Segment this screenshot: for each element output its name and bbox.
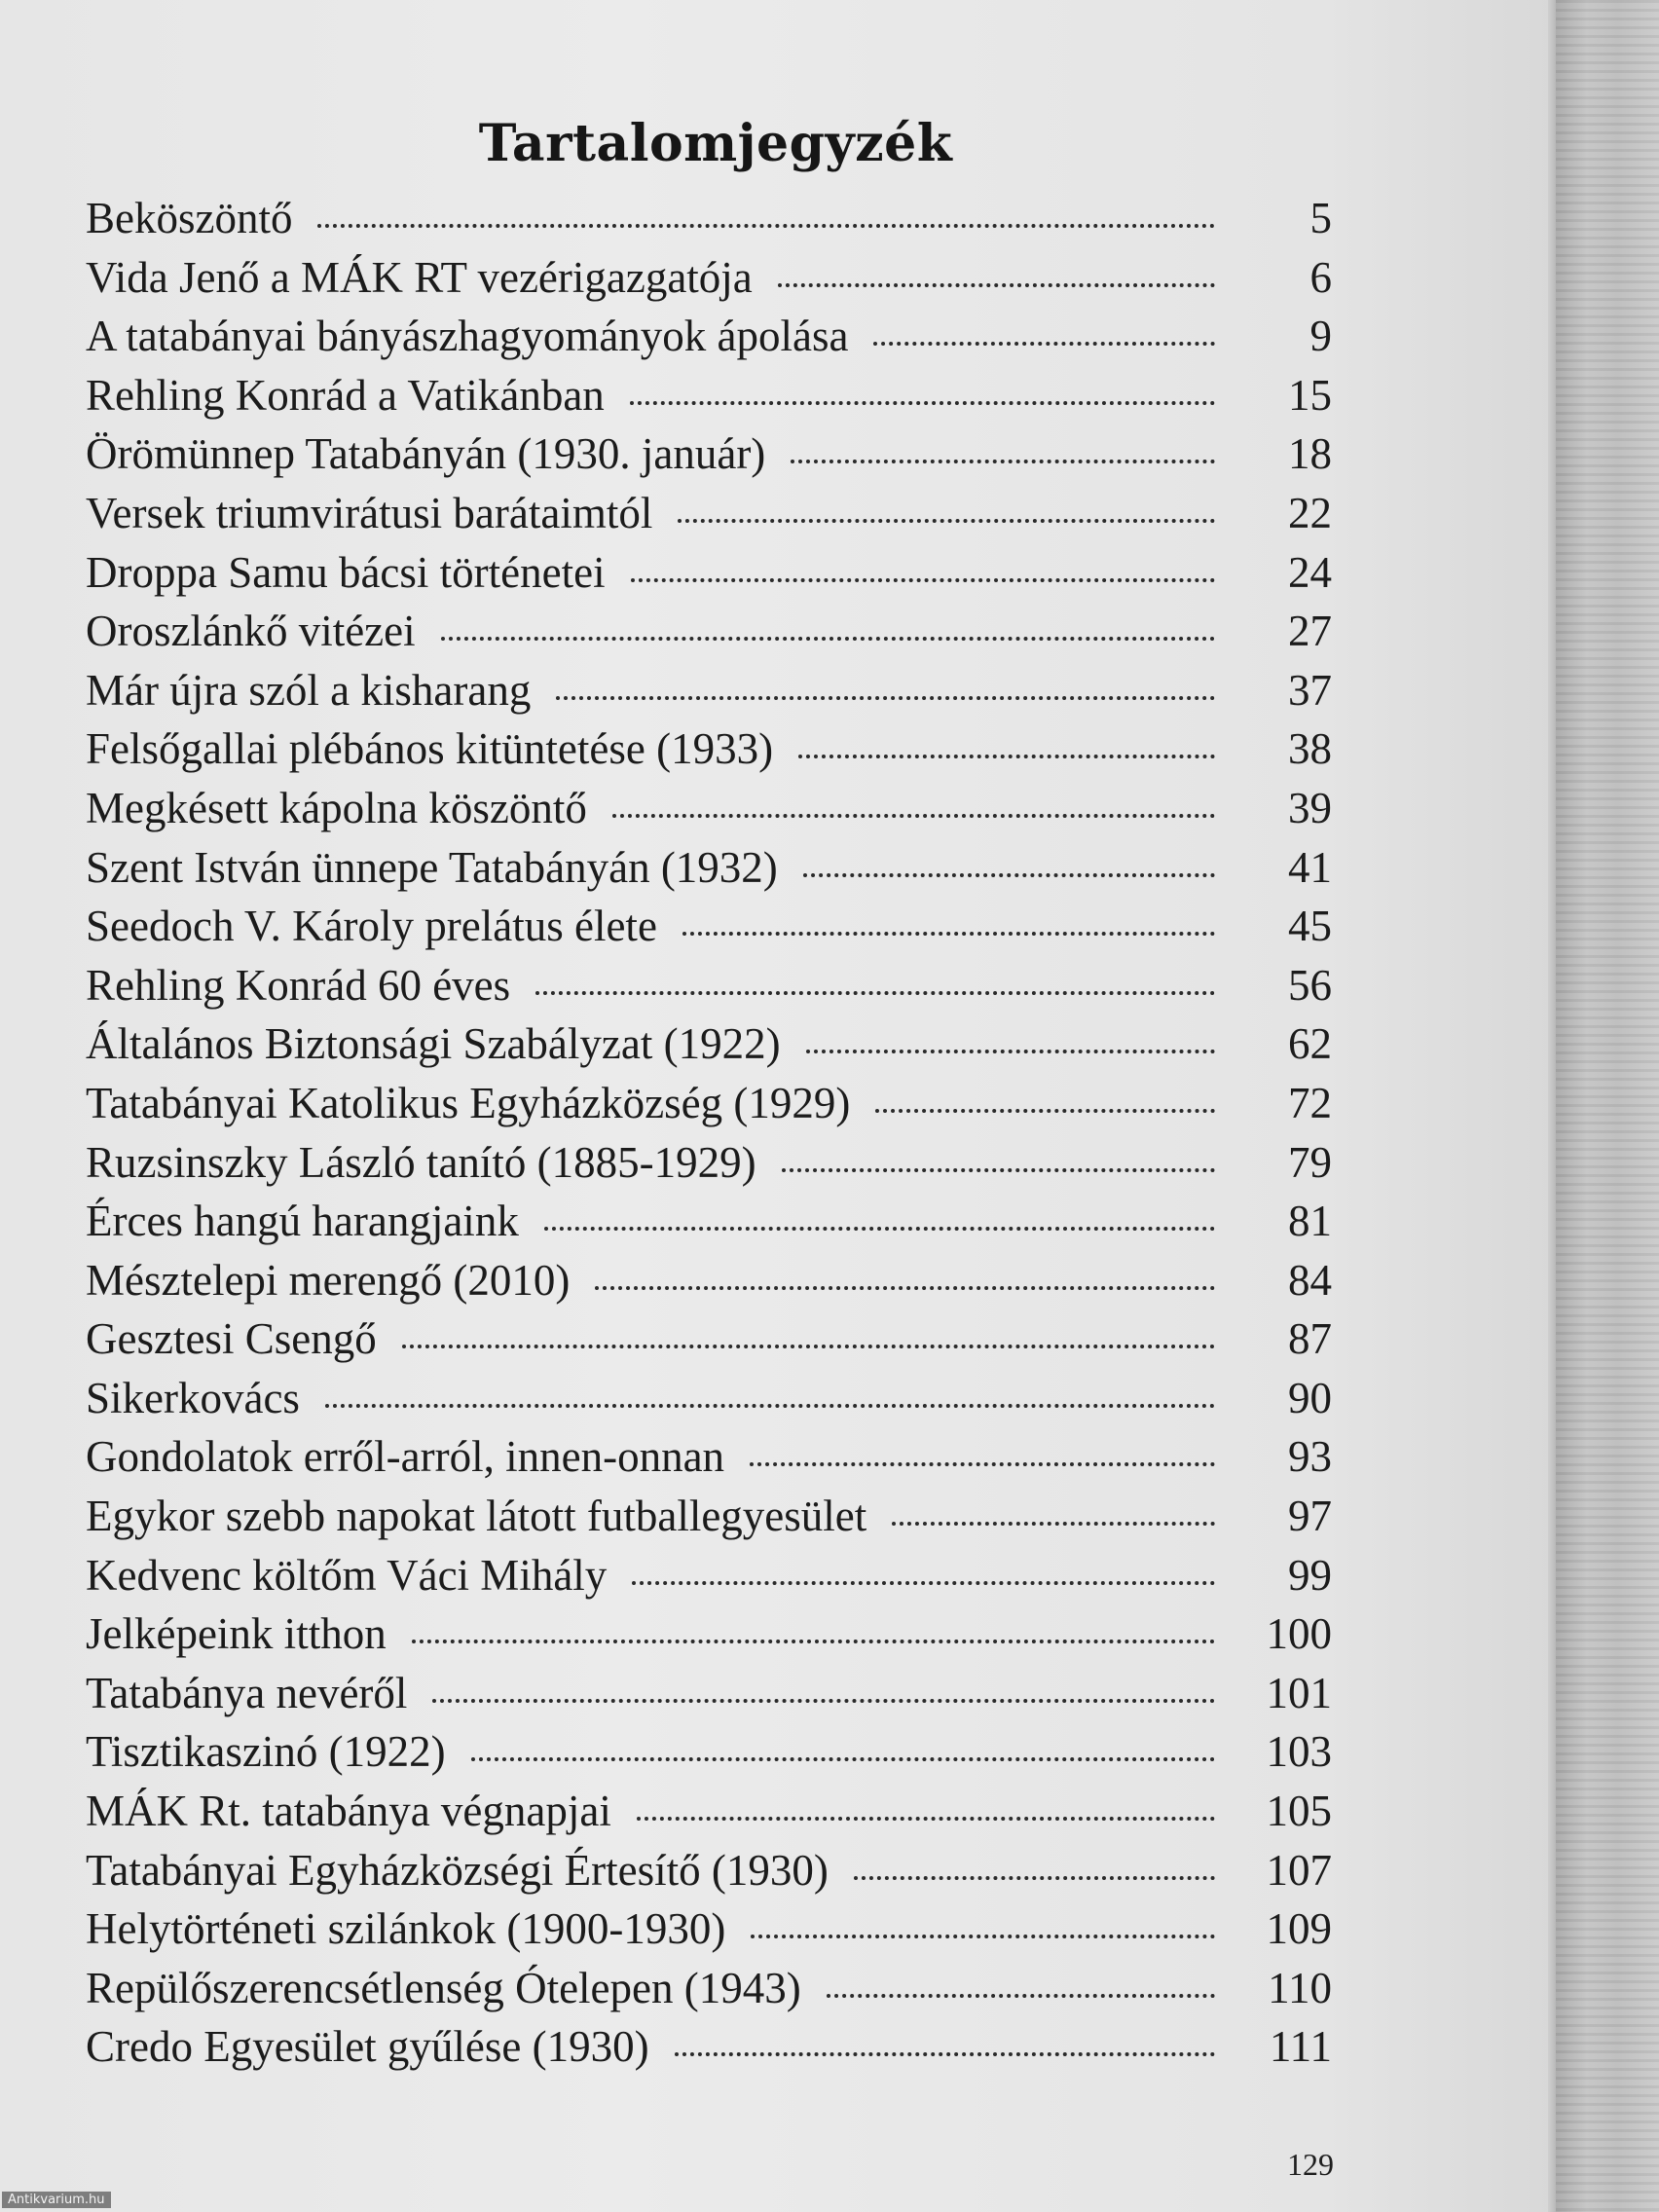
toc-entry-title: Érces hangú harangjaink	[86, 1197, 519, 1246]
dot-leader	[325, 1404, 1215, 1408]
dot-leader	[441, 637, 1215, 641]
toc-entry-page: 62	[1288, 1019, 1332, 1069]
dot-leader	[317, 224, 1215, 228]
dot-leader	[875, 1109, 1215, 1113]
toc-entry-title: Repülőszerencsétlenség Ótelepen (1943)	[86, 1963, 801, 2012]
toc-entry-page: 110	[1268, 1963, 1332, 2012]
toc-entry-page: 84	[1288, 1255, 1332, 1305]
toc-entry-title: Oroszlánkő vitézei	[86, 607, 416, 656]
dot-leader	[798, 755, 1215, 758]
dot-leader	[854, 1876, 1215, 1880]
toc-entry	[86, 193, 1332, 252]
toc-entry-title: Tatabánya nevéről	[86, 1668, 408, 1717]
toc-entry-title: Vida Jenő a MÁK RT vezérigazgatója	[86, 252, 753, 302]
toc-entry	[86, 428, 1332, 488]
toc-entry-page: 99	[1288, 1550, 1332, 1600]
dot-leader	[827, 1994, 1215, 1998]
toc-entry-title: Seedoch V. Károly prelátus élete	[86, 902, 657, 951]
toc-entry-page: 100	[1266, 1609, 1332, 1659]
background-surface	[1556, 0, 1659, 2212]
toc-entry	[86, 1550, 1332, 1609]
toc-entry-page: 15	[1288, 370, 1332, 420]
toc-entry-page: 109	[1266, 1904, 1332, 1954]
toc-entry-page: 24	[1288, 547, 1332, 597]
page-title: Tartalomjegyzék	[478, 113, 953, 173]
dot-leader	[637, 1817, 1215, 1821]
toc-entry	[86, 1963, 1332, 2022]
toc-entry	[86, 1903, 1332, 1963]
toc-entry-title: Droppa Samu bácsi történetei	[86, 547, 606, 597]
toc-entry-page: 9	[1309, 312, 1332, 361]
toc-entry-title: Beköszöntő	[86, 194, 293, 242]
toc-entry-title: A tatabányai bányászhagyományok ápolása	[86, 312, 849, 361]
toc-entry-page: 97	[1288, 1492, 1332, 1541]
dot-leader	[678, 519, 1215, 523]
toc-entry-page: 37	[1288, 665, 1332, 715]
toc-entry	[86, 1196, 1332, 1255]
toc-entry-page: 22	[1288, 488, 1332, 537]
toc-entry-page: 18	[1288, 429, 1332, 479]
toc-entry	[86, 1608, 1332, 1668]
toc-entry-page: 105	[1266, 1787, 1332, 1836]
toc-entry	[86, 1018, 1332, 1078]
toc-entry-page: 45	[1288, 902, 1332, 951]
dot-leader	[556, 696, 1215, 700]
toc-entry-page: 79	[1288, 1137, 1332, 1187]
toc-entry	[86, 2021, 1332, 2081]
toc-entry-title: Tatabányai Katolikus Egyházközség (1929)	[86, 1078, 851, 1127]
dot-leader	[402, 1345, 1215, 1348]
toc-entry	[86, 1137, 1332, 1197]
toc-entry	[86, 1786, 1332, 1845]
toc-entry-page: 103	[1266, 1727, 1332, 1777]
toc-entry-title: Versek triumvirátusi barátaimtól	[86, 488, 653, 537]
toc-entry	[86, 311, 1332, 370]
toc-entry-page: 81	[1288, 1197, 1332, 1246]
toc-entry-title: Megkésett kápolna köszöntő	[86, 783, 587, 832]
toc-entry-title: Ruzsinszky László tanító (1885-1929)	[86, 1137, 756, 1187]
toc-entry-title: Helytörténeti szilánkok (1900-1930)	[86, 1904, 726, 1954]
toc-entry-page: 6	[1309, 252, 1332, 302]
dot-leader	[595, 1286, 1215, 1290]
toc-entry-title: Rehling Konrád 60 éves	[86, 960, 511, 1010]
toc-entry-page: 41	[1288, 842, 1332, 892]
dot-leader	[612, 814, 1215, 818]
toc-entry-title: Örömünnep Tatabányán (1930. január)	[86, 429, 766, 479]
toc-entry	[86, 1373, 1332, 1432]
toc-entry-title: Credo Egyesület gyűlése (1930)	[86, 2022, 649, 2072]
dot-leader	[750, 1462, 1215, 1466]
dot-leader	[535, 991, 1215, 995]
toc-entry	[86, 842, 1332, 902]
toc-entry-page: 87	[1288, 1314, 1332, 1364]
toc-entry-page: 56	[1288, 960, 1332, 1010]
toc-entry	[86, 665, 1332, 724]
dot-leader	[782, 1168, 1215, 1172]
dot-leader	[803, 873, 1215, 877]
dot-leader	[412, 1640, 1215, 1643]
dot-leader	[873, 342, 1215, 346]
dot-leader	[630, 401, 1215, 405]
dot-leader	[682, 932, 1215, 936]
dot-leader	[806, 1050, 1215, 1053]
toc-entry	[86, 1491, 1332, 1550]
toc-entry-title: Gondolatok erről-arról, innen-onnan	[86, 1432, 725, 1482]
toc-entry-page: 93	[1288, 1432, 1332, 1482]
toc-entry	[86, 547, 1332, 607]
dot-leader	[631, 578, 1215, 582]
dot-leader	[632, 1581, 1215, 1585]
toc-entry-title: Kedvenc költőm Váci Mihály	[86, 1550, 608, 1600]
watermark: Antikvarium.hu	[2, 2192, 111, 2208]
toc-entry-title: Már újra szól a kisharang	[86, 665, 532, 715]
toc-entry-page: 72	[1288, 1078, 1332, 1127]
dot-leader	[791, 460, 1215, 463]
toc-entry-title: Gesztesi Csengő	[86, 1314, 377, 1364]
toc-entry-title: Rehling Konrád a Vatikánban	[86, 370, 605, 420]
dot-leader	[432, 1699, 1215, 1703]
toc-entry-title: Sikerkovács	[86, 1373, 300, 1422]
toc-entry	[86, 901, 1332, 960]
page-edge-shadow	[1548, 0, 1556, 2212]
dot-leader	[675, 2052, 1215, 2056]
toc-entry-title: Egykor szebb napokat látott futballegyesület	[86, 1492, 867, 1541]
toc-entry-page: 27	[1288, 607, 1332, 656]
dot-leader	[778, 283, 1215, 287]
toc-entry	[86, 1845, 1332, 1904]
toc-entry-title: Tatabányai Egyházközségi Értesítő (1930)	[86, 1845, 829, 1895]
toc-entry-page: 38	[1288, 724, 1332, 774]
dot-leader	[544, 1227, 1215, 1231]
toc-entry	[86, 252, 1332, 312]
dot-leader	[892, 1522, 1215, 1526]
toc-entry	[86, 960, 1332, 1019]
toc-entry-page: 39	[1288, 783, 1332, 832]
toc-entry	[86, 1431, 1332, 1491]
toc-entry	[86, 488, 1332, 547]
toc-entry	[86, 1726, 1332, 1786]
toc-entry-title: Jelképeink itthon	[86, 1609, 387, 1659]
toc-entry	[86, 1255, 1332, 1314]
toc-entry-page: 107	[1266, 1845, 1332, 1895]
toc-entry-page: 5	[1309, 194, 1332, 242]
toc-entry-title: Mésztelepi merengő (2010)	[86, 1255, 571, 1305]
dot-leader	[471, 1757, 1215, 1761]
toc-entry	[86, 723, 1332, 783]
toc-entry-title: Szent István ünnepe Tatabányán (1932)	[86, 842, 778, 892]
toc-entry	[86, 1668, 1332, 1727]
page-number: 129	[1287, 2147, 1334, 2182]
toc-entry-title: MÁK Rt. tatabánya végnapjai	[86, 1787, 611, 1836]
toc-entry-title: Felsőgallai plébános kitüntetése (1933)	[86, 724, 774, 774]
toc-entry	[86, 783, 1332, 842]
toc-entry	[86, 1078, 1332, 1137]
toc-list	[86, 193, 1332, 2081]
toc-entry	[86, 370, 1332, 429]
toc-entry-title: Általános Biztonsági Szabályzat (1922)	[86, 1019, 781, 1069]
toc-entry-title: Tisztikaszinó (1922)	[86, 1727, 446, 1777]
toc-entry-page: 90	[1288, 1373, 1332, 1422]
toc-entry-page: 111	[1269, 2022, 1332, 2072]
toc-entry-page: 101	[1266, 1668, 1332, 1717]
toc-entry	[86, 1313, 1332, 1373]
dot-leader	[751, 1935, 1215, 1938]
toc-entry	[86, 606, 1332, 665]
